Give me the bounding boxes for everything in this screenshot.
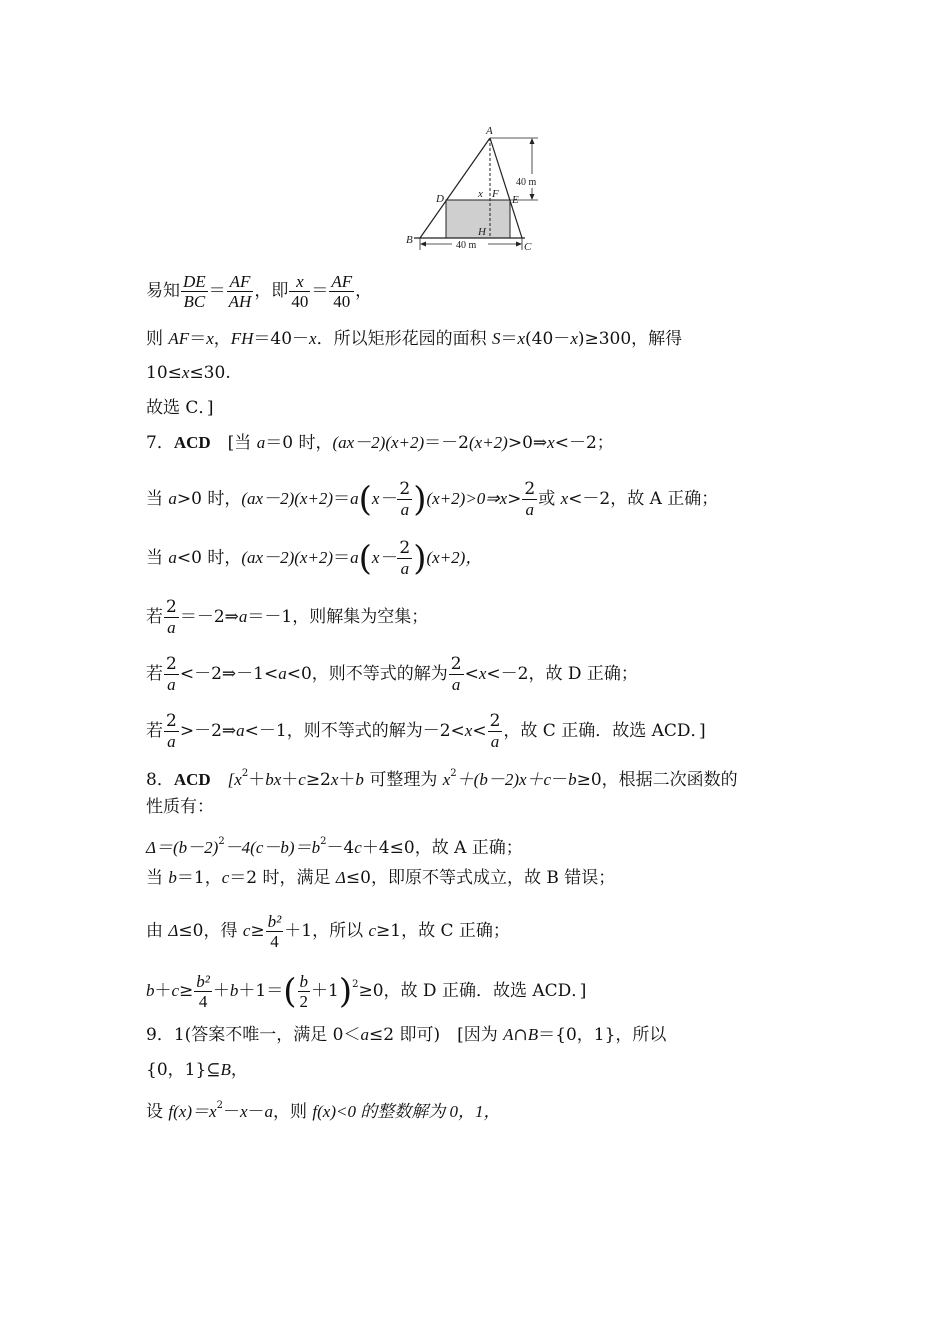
line-case-gt: 若 $\frac{2}{a}$ >－2⇒a<－1，则不等式的解为－2<x< $\frac{2}{a}$ ，故 C 正确．故选 ACD．] — [146, 711, 706, 751]
label-b: B — [406, 234, 413, 246]
frac-de-bc: $\frac{DE}{BC}$ — [183, 272, 206, 311]
label-x: x — [478, 188, 483, 200]
frac-b-2: $\frac{b}{2}$ — [299, 972, 308, 1011]
frac-af-ah: $\frac{AF}{AH}$ — [228, 272, 252, 311]
frac-2-a: $\frac{2}{a}$ — [166, 711, 177, 751]
frac-2-a: $\frac{2}{a}$ — [524, 479, 536, 519]
line-q8-prop: 性质有： — [146, 797, 214, 817]
frac-b2-4: $\frac{\text{b²}}{4}$ — [267, 912, 282, 951]
label-f: F — [492, 188, 499, 200]
arrowhead-down — [530, 194, 535, 200]
arrowhead-left — [420, 242, 426, 247]
line-case-eq: 若 $\frac{2}{a}$ ＝－2⇒a＝－1，则解集为空集； — [146, 597, 429, 637]
line-c-case: 由 Δ≤0，得 c≥ $\frac{\text{b²}}{4}$ ＋1，所以 c≥1，故 C 正确； — [146, 912, 510, 951]
line-q7-a-pos: 当 a>0 时，(ax－2)(x+2)＝a(x－ $\frac{2}{a}$ )(x+2)>0⇒x> $\frac{2}{a}$ 或 x<－2，故 A 正确； — [146, 479, 719, 520]
arrowhead-up — [530, 138, 535, 144]
line-delta: $\Delta=(b-2)^2-4(c-b)=b^2-4c+4\le 0$，故 A 正确； — [146, 836, 523, 858]
line-q9-subset: {0，1}⊆B， — [146, 1060, 248, 1080]
line-q9-func: 设 $f(x)=x^2-x-a$，则 f(x)<0 的整数解为 0，1， — [146, 1100, 501, 1122]
line-area: 则 AF＝x，FH＝40－x．所以矩形花园的面积 S＝x(40－x)≥300，解得 — [146, 329, 683, 349]
base-label: 40 m — [456, 240, 477, 251]
label-a: A — [486, 125, 493, 137]
arrowhead-right — [516, 242, 522, 247]
triangle-garden-figure — [400, 122, 550, 257]
line-ratio: 易知 $\frac{DE}{BC}$ ＝ $\frac{AF}{AH}$ ，即 $\frac{x}{40}$ ＝ $\frac{AF}{40}$ ， — [146, 272, 373, 311]
frac-x-40: $\frac{x}{40}$ — [291, 272, 309, 311]
frac-2-a: $\frac{2}{a}$ — [399, 538, 411, 578]
frac-2-a: $\frac{2}{a}$ — [450, 654, 462, 694]
line-range: 10≤x≤30. — [146, 363, 231, 383]
label-e: E — [512, 194, 519, 206]
line-case-lt: 若 $\frac{2}{a}$ <－2⇒－1<a<0，则不等式的解为 $\frac{2}{a}$ <x<－2，故 D 正确； — [146, 654, 638, 694]
frac-2-a: $\frac{2}{a}$ — [166, 654, 177, 694]
line-q9: 9．1(答案不唯一，满足 0＜a≤2 即可) [因为 A∩B＝{0，1}，所以 — [146, 1025, 667, 1045]
line-answer-6: 故选 C．] — [146, 398, 214, 418]
label-h: H — [478, 226, 486, 238]
frac-2-a: $\frac{2}{a}$ — [399, 479, 411, 519]
label-d: D — [436, 193, 444, 205]
line-q8: 8．ACD [$x^2+bx+c\ge 2x+b$ 可整理为 $x^2+(b-2)x+c-b\ge 0$，根据二次函数的 — [146, 768, 738, 790]
frac-b2-4: $\frac{\text{b²}}{4}$ — [196, 972, 210, 1011]
frac-2-a: $\frac{2}{a}$ — [489, 711, 501, 751]
frac-af-40: $\frac{AF}{40}$ — [331, 272, 353, 311]
height-label: 40 m — [516, 177, 537, 188]
line-q7-a0: 7．ACD [当 a＝0 时，(ax－2)(x+2)＝－2(x+2)>0⇒x<－2； — [146, 433, 614, 453]
frac-2-a: $\frac{2}{a}$ — [166, 597, 177, 637]
line-q7-a-neg: 当 a<0 时，(ax－2)(x+2)＝a(x－ $\frac{2}{a}$ )(x+2)， — [146, 538, 483, 579]
label-c: C — [524, 241, 532, 253]
line-b-case: 当 b＝1，c＝2 时，满足 Δ≤0，即原不等式成立，故 B 错误； — [146, 868, 616, 888]
line-d-case: b＋c≥ $\frac{\text{b²}}{4}$ ＋b＋1＝( $\frac{b}{2}$ ＋1)$^2$≥0，故 D 正确．故选 ACD．] — [146, 971, 587, 1012]
